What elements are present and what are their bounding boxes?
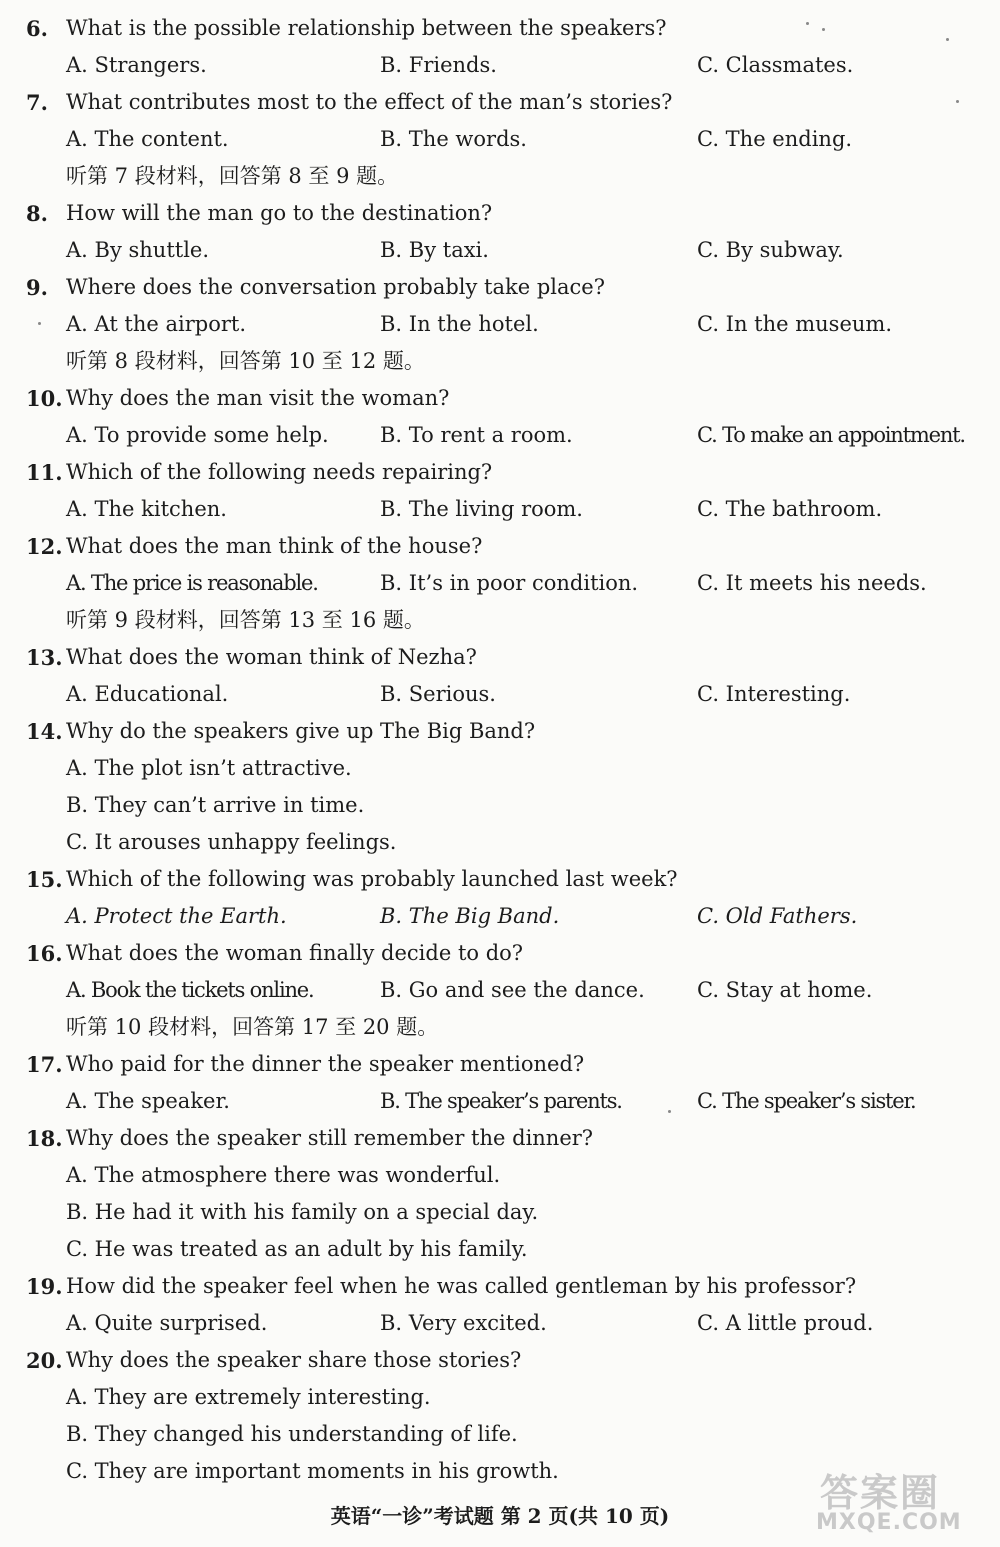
options-row [0, 676, 1000, 713]
option-row [0, 1416, 1000, 1453]
options-row [0, 898, 1000, 935]
option-b: B. He had it with his family on a special day. [66, 1200, 539, 1224]
option-b: B. The words. [380, 127, 527, 151]
options-row [0, 491, 1000, 528]
option-b: B. By taxi. [380, 238, 489, 262]
option-b: B. Serious. [380, 682, 496, 706]
option-c: C. The bathroom. [697, 497, 883, 521]
option-a: A. They are extremely interesting. [66, 1385, 431, 1409]
option-b: B. Very excited. [380, 1311, 547, 1335]
option-b: B. It’s in poor condition. [380, 571, 639, 595]
option-b: B. In the hotel. [380, 312, 539, 336]
section-heading [0, 158, 1000, 195]
option-c: C. A little proud. [697, 1311, 874, 1335]
option-a: A. The content. [66, 127, 229, 151]
question-17 [0, 1046, 1000, 1083]
question-13 [0, 639, 1000, 676]
option-b: B. Go and see the dance. [380, 978, 645, 1002]
options-row [0, 417, 1000, 454]
question-text: What does the woman think of Nezha? [66, 645, 477, 669]
section-heading [0, 1009, 1000, 1046]
option-c: C. By subway. [697, 238, 844, 262]
option-c: C. They are important moments in his growth. [66, 1459, 559, 1483]
option-c: C. He was treated as an adult by his family. [66, 1237, 528, 1261]
question-number: 11. [26, 460, 63, 485]
question-number: 8. [26, 201, 48, 226]
option-b: B. The Big Band. [380, 904, 560, 928]
question-text: Why do the speakers give up The Big Band? [66, 719, 536, 743]
page-footer: 英语“一诊”考试题 第 2 页(共 10 页) [330, 1504, 670, 1528]
section-instruction: 听第 10 段材料，回答第 17 至 20 题。 [66, 1015, 439, 1039]
option-a: A. Strangers. [66, 53, 207, 77]
question-text: How will the man go to the destination? [66, 201, 493, 225]
question-8 [0, 195, 1000, 232]
option-c: C. The speaker’s sister. [697, 1089, 916, 1113]
question-6 [0, 10, 1000, 47]
option-b: B. Friends. [380, 53, 497, 77]
question-number: 12. [26, 534, 63, 559]
question-number: 18. [26, 1126, 63, 1151]
question-number: 6. [26, 16, 48, 41]
watermark-site-text: MXQE.COM [816, 1510, 962, 1535]
question-text: Which of the following needs repairing? [66, 460, 493, 484]
option-a: A. The atmosphere there was wonderful. [66, 1163, 501, 1187]
question-number: 10. [26, 386, 63, 411]
question-number: 20. [26, 1348, 63, 1373]
scan-speck [806, 22, 809, 25]
option-c: C. Classmates. [697, 53, 854, 77]
question-number: 16. [26, 941, 63, 966]
option-row [0, 1194, 1000, 1231]
option-a: A. Educational. [66, 682, 229, 706]
option-c: C. It meets his needs. [697, 571, 927, 595]
option-a: A. The speaker. [66, 1089, 230, 1113]
scan-speck [668, 1110, 671, 1113]
scan-speck [38, 322, 41, 325]
option-b: B. They can’t arrive in time. [66, 793, 365, 817]
question-number: 13. [26, 645, 63, 670]
scan-speck [956, 100, 959, 103]
options-row [0, 1305, 1000, 1342]
question-text: What does the woman finally decide to do? [66, 941, 524, 965]
question-text: What does the man think of the house? [66, 534, 483, 558]
option-a: A. The kitchen. [66, 497, 227, 521]
question-text: Which of the following was probably launched last week? [66, 867, 678, 891]
question-15 [0, 861, 1000, 898]
option-c: C. Interesting. [697, 682, 851, 706]
options-row [0, 232, 1000, 269]
question-10 [0, 380, 1000, 417]
option-a: A. Quite surprised. [66, 1311, 268, 1335]
option-a: A. Book the tickets online. [66, 978, 314, 1002]
question-text: Who paid for the dinner the speaker mentioned? [66, 1052, 585, 1076]
section-instruction: 听第 7 段材料，回答第 8 至 9 题。 [66, 164, 399, 188]
options-row [0, 306, 1000, 343]
question-7 [0, 84, 1000, 121]
options-row [0, 121, 1000, 158]
question-text: What contributes most to the effect of the man’s stories? [66, 90, 673, 114]
option-b: B. To rent a room. [380, 423, 573, 447]
question-14 [0, 713, 1000, 750]
option-row [0, 824, 1000, 861]
question-text: What is the possible relationship between the speakers? [66, 16, 667, 40]
option-c: C. The ending. [697, 127, 853, 151]
question-9 [0, 269, 1000, 306]
option-row [0, 1157, 1000, 1194]
question-20 [0, 1342, 1000, 1379]
question-16 [0, 935, 1000, 972]
question-text: How did the speaker feel when he was called gentleman by his professor? [66, 1274, 857, 1298]
section-instruction: 听第 8 段材料，回答第 10 至 12 题。 [66, 349, 425, 373]
option-c: C. To make an appointment. [697, 423, 965, 447]
option-row [0, 1379, 1000, 1416]
section-heading [0, 343, 1000, 380]
option-row [0, 787, 1000, 824]
option-a: A. Protect the Earth. [66, 904, 287, 928]
option-a: A. By shuttle. [66, 238, 210, 262]
option-b: B. The speaker’s parents. [380, 1089, 622, 1113]
scan-speck [822, 28, 825, 31]
question-18 [0, 1120, 1000, 1157]
question-text: Why does the man visit the woman? [66, 386, 450, 410]
question-number: 15. [26, 867, 63, 892]
option-a: A. To provide some help. [66, 423, 329, 447]
question-text: Where does the conversation probably take place? [66, 275, 605, 299]
question-text: Why does the speaker share those stories? [66, 1348, 522, 1372]
option-a: A. At the airport. [66, 312, 247, 336]
option-b: B. The living room. [380, 497, 583, 521]
option-a: A. The plot isn’t attractive. [66, 756, 352, 780]
options-row [0, 565, 1000, 602]
option-row [0, 750, 1000, 787]
option-c: C. Old Fathers. [697, 904, 858, 928]
watermark-logo [812, 1462, 992, 1540]
question-number: 9. [26, 275, 48, 300]
question-text: Why does the speaker still remember the dinner? [66, 1126, 594, 1150]
scan-speck [946, 38, 949, 41]
options-row [0, 972, 1000, 1009]
question-12 [0, 528, 1000, 565]
option-a: A. The price is reasonable. [66, 571, 318, 595]
option-row [0, 1231, 1000, 1268]
question-number: 17. [26, 1052, 63, 1077]
option-c: C. In the museum. [697, 312, 892, 336]
watermark-logo-text: 答案圈 [820, 1471, 941, 1515]
option-c: C. Stay at home. [697, 978, 873, 1002]
option-b: B. They changed his understanding of life. [66, 1422, 518, 1446]
section-heading [0, 602, 1000, 639]
question-number: 19. [26, 1274, 63, 1299]
option-c: C. It arouses unhappy feelings. [66, 830, 397, 854]
question-11 [0, 454, 1000, 491]
options-row [0, 1083, 1000, 1120]
question-number: 7. [26, 90, 48, 115]
question-19 [0, 1268, 1000, 1305]
section-instruction: 听第 9 段材料，回答第 13 至 16 题。 [66, 608, 425, 632]
question-number: 14. [26, 719, 63, 744]
options-row [0, 47, 1000, 84]
